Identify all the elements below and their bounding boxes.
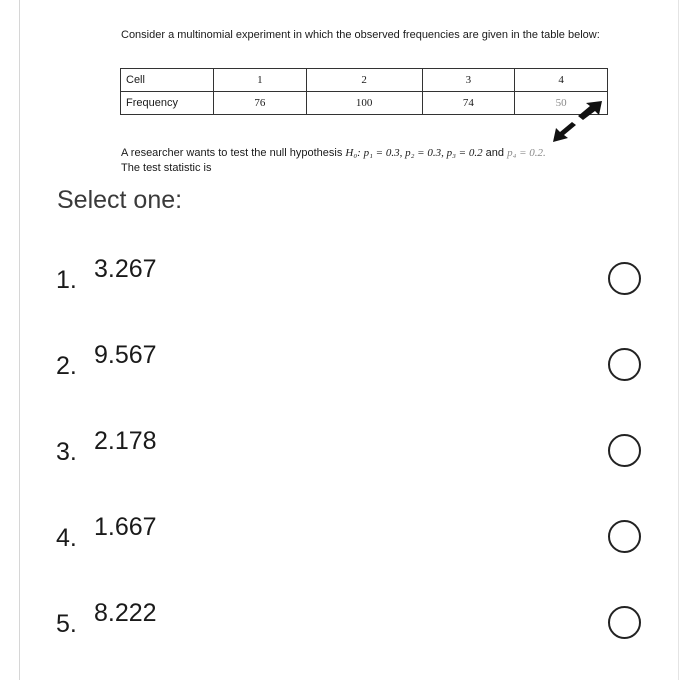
option-number: 4. xyxy=(56,524,77,552)
answer-option-5[interactable] xyxy=(0,596,700,656)
table-row xyxy=(121,92,608,115)
frequency-table xyxy=(120,68,608,115)
answer-option-4[interactable] xyxy=(0,510,700,570)
option-radio[interactable] xyxy=(608,520,641,553)
option-number: 1. xyxy=(56,266,77,294)
table-cell: 4 xyxy=(515,69,608,92)
question-intro: Consider a multinomial experiment in which the observed frequencies are given in the table below: xyxy=(121,29,600,41)
option-value: 1.667 xyxy=(94,513,157,541)
hypothesis-prefix: A researcher wants to test the null hypothesis xyxy=(121,147,346,159)
option-number: 2. xyxy=(56,352,77,380)
table-frequency: 50 xyxy=(515,92,608,115)
statistic-text: The test statistic is xyxy=(121,161,212,174)
hypothesis-text xyxy=(121,146,621,175)
option-radio[interactable] xyxy=(608,348,641,381)
hypothesis-math: H₀: p₁ = 0.3, p₂ = 0.3, p₃ = 0.2 xyxy=(345,147,483,159)
table-frequency: 74 xyxy=(422,92,515,115)
hypothesis-and: and xyxy=(482,147,508,159)
table-row-header-frequency: Frequency xyxy=(121,92,214,115)
table-cell: 1 xyxy=(214,69,307,92)
option-radio[interactable] xyxy=(608,434,641,467)
table-row xyxy=(121,69,608,92)
table-cell: 3 xyxy=(422,69,515,92)
select-one-label: Select one: xyxy=(57,186,183,214)
option-value: 3.267 xyxy=(94,255,157,283)
option-number: 5. xyxy=(56,610,77,638)
option-radio[interactable] xyxy=(608,262,641,295)
expand-arrow-icon[interactable] xyxy=(576,98,606,120)
table-frequency: 76 xyxy=(214,92,307,115)
option-value: 9.567 xyxy=(94,341,157,369)
answer-option-1[interactable] xyxy=(0,252,700,312)
option-radio[interactable] xyxy=(608,606,641,639)
table-frequency: 100 xyxy=(306,92,422,115)
collapse-arrow-icon[interactable] xyxy=(552,122,578,146)
answer-option-2[interactable] xyxy=(0,338,700,398)
table-cell: 2 xyxy=(306,69,422,92)
table-row-header-cell: Cell xyxy=(121,69,214,92)
hypothesis-last: p₄ = 0.2. xyxy=(507,147,546,159)
answer-option-3[interactable] xyxy=(0,424,700,484)
option-value: 8.222 xyxy=(94,599,157,627)
option-value: 2.178 xyxy=(94,427,157,455)
option-number: 3. xyxy=(56,438,77,466)
